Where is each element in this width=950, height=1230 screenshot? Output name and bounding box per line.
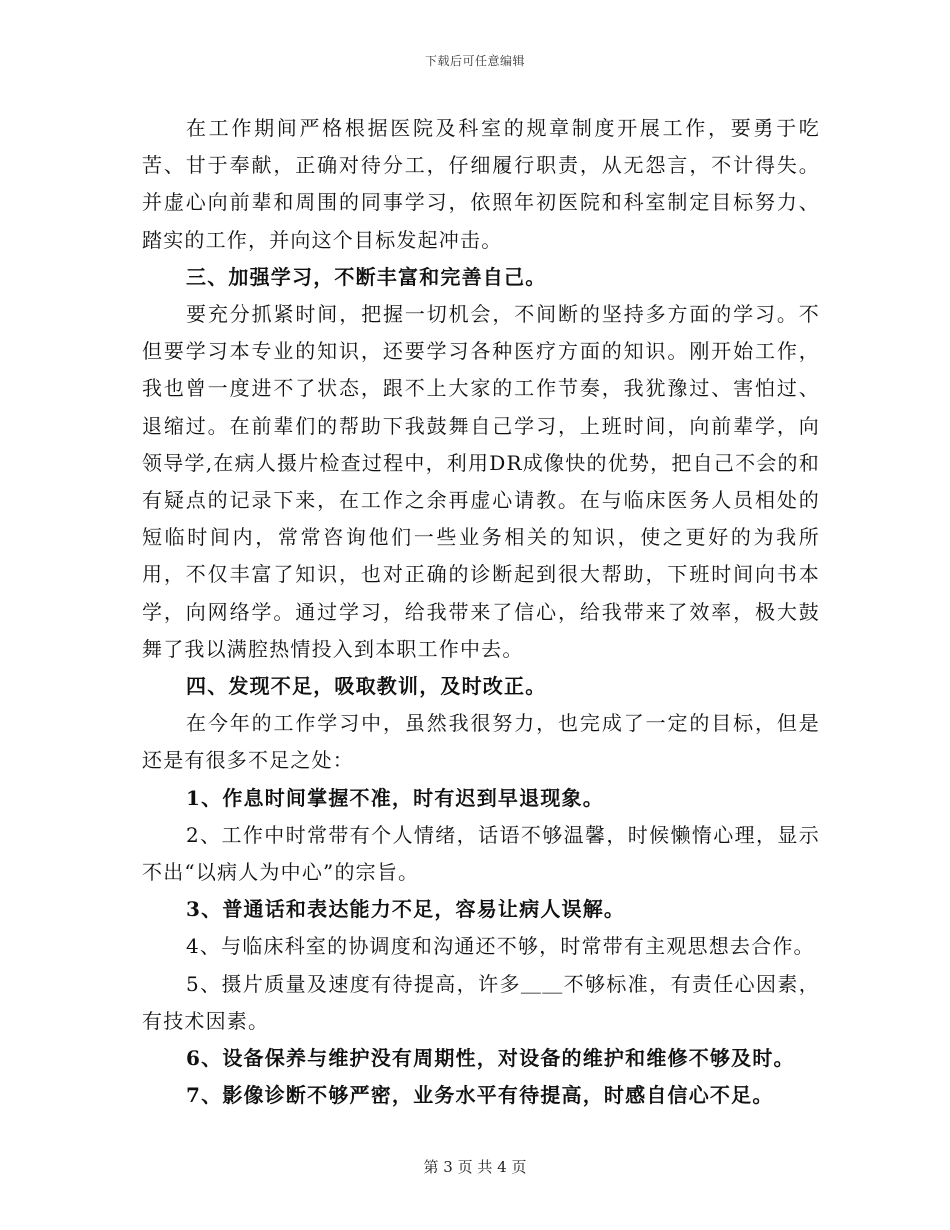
list-item: 2、工作中时常带有个人情绪，话语不够温馨，时候懒惰心理，显示不出“以病人为中心”的宗旨。 [142, 822, 820, 885]
list-item: 7、影像诊断不够严密，业务水平有待提高，时感自信心不足。 [186, 1083, 774, 1108]
section-heading: 三、加强学习，不断丰富和完善自己。 [186, 264, 547, 289]
section-heading: 四、发现不足，吸取教训，及时改正。 [186, 674, 547, 699]
page-header: 下载后可任意编辑 [424, 54, 525, 68]
document-body [142, 110, 820, 1114]
list-item: 3、普通话和表达能力不足，容易让病人误解。 [186, 897, 626, 922]
page-footer: 第 3 页 共 4 页 [423, 1158, 527, 1176]
list-item: 1、作息时间掌握不准，时有迟到早退现象。 [186, 785, 604, 810]
paragraph: 在工作期间严格根据医院及科室的规章制度开展工作，要勇于吃苦、甘于奉献，正确对待分工，仔细履行职责，从无怨言，不计得失。并虚心向前辈和周围的同事学习，依照年初医院和科室制定目标努力、踏实的工作，并向这个目标发起冲击。 [142, 116, 820, 252]
list-item: 5、摄片质量及速度有待提高，许多＿＿不够标准，有责任心因素，有技术因素。 [142, 971, 820, 1033]
paragraph: 在今年的工作学习中，虽然我很努力，也完成了一定的目标，但是还是有很多不足之处： [142, 711, 820, 773]
list-item: 6、设备保养与维护没有周期性，对设备的维护和维修不够及时。 [186, 1046, 795, 1071]
list-item: 4、与临床科室的协调度和沟通还不够，时常带有主观思想去合作。 [186, 934, 815, 959]
paragraph: 要充分抓紧时间，把握一切机会，不间断的坚持多方面的学习。不但要学习本专业的知识，还要学习各种医疗方面的知识。刚开始工作，我也曾一度进不了状态，跟不上大家的工作节奏，我犹豫过、害怕过、退缩过。在前辈们的帮助下我鼓舞自己学习，上班时间，向前辈学，向领导学,在病人摄片检查过程中，利用DR成像快的优势，把自己不会的和有疑点的记录下来，在工作之余再虚心请教。在与临床医务人员相处的短临时间内，常常咨询他们一些业务相关的知识，使之更好的为我所用，不仅丰富了知识，也对正确的诊断起到很大帮助，下班时间向书本学，向网络学。通过学习，给我带来了信心，给我带来了效率，极大鼓舞了我以满腔热情投入到本职工作中去。 [142, 302, 820, 661]
